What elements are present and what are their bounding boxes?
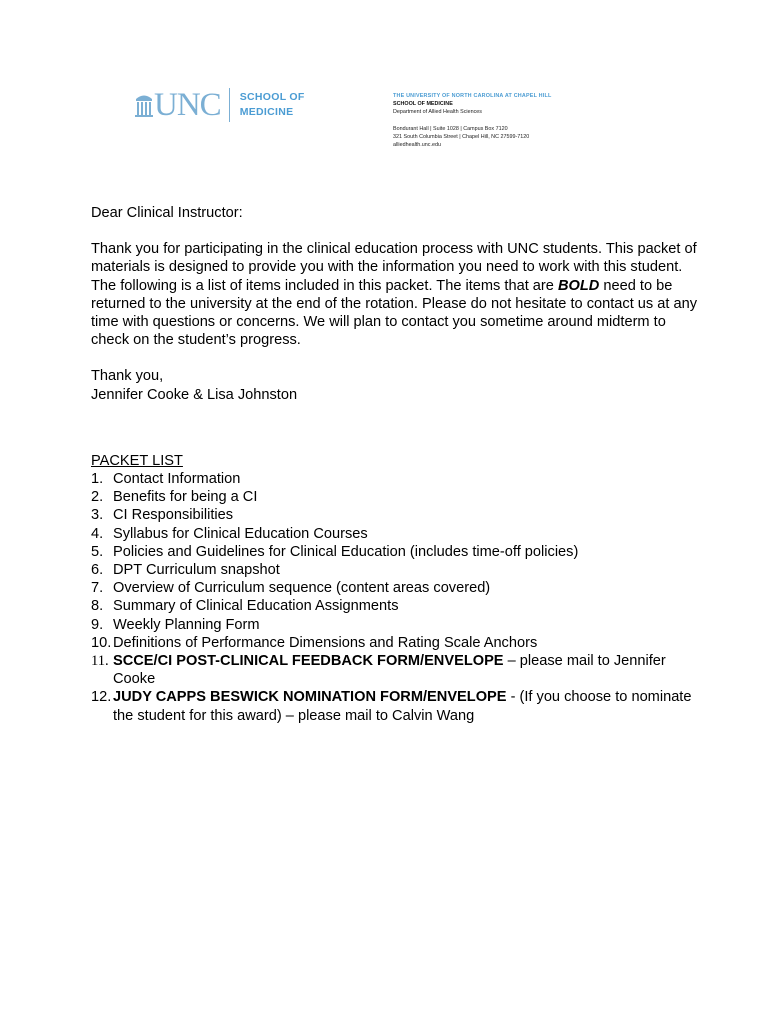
item-text: CI Responsibilities (113, 507, 234, 524)
item-number: 12. (91, 689, 112, 706)
item-number: 11. (91, 653, 109, 670)
email-text: alliedhealth.unc.edu (393, 142, 441, 148)
item-rest-text: – please mail to Jennifer Cooke (113, 653, 666, 688)
item-bold-text: JUDY CAPPS BESWICK NOMINATION FORM/ENVELOPE (113, 689, 507, 706)
item-number: 2. (91, 489, 104, 506)
letterhead (0, 0, 770, 160)
university-name: THE UNIVERSITY OF NORTH CAROLINA AT CHAPEL HILL (393, 93, 552, 99)
logo-school-text (240, 90, 305, 120)
item-number: 1. (91, 471, 104, 488)
logo-school-line1: SCHOOL OF (239, 91, 305, 103)
item-number: 10. (91, 634, 112, 651)
item-text (113, 652, 701, 688)
intro-bold-word: BOLD (557, 277, 600, 294)
item-text (113, 688, 701, 724)
item-text: Syllabus for Clinical Education Courses (113, 525, 368, 542)
item-text: DPT Curriculum snapshot (113, 562, 280, 579)
address-line-2: 321 South Columbia Street | Chapel Hill, NC 27599-7120 (393, 134, 530, 140)
item-text: Weekly Planning Form (113, 616, 260, 633)
item-bold-text: SCCE/CI POST-CLINICAL FEEDBACK FORM/ENVELOPE (113, 653, 504, 670)
list-item (91, 688, 701, 724)
list-item (91, 488, 701, 506)
list-item (91, 579, 701, 597)
unc-som-logo (134, 88, 305, 122)
item-text: Benefits for being a CI (113, 489, 258, 506)
item-number: 8. (91, 598, 104, 615)
item-number: 3. (91, 507, 104, 524)
list-item (91, 506, 701, 524)
logo-word: UNC (154, 87, 221, 123)
school-name: SCHOOL OF MEDICINE (393, 101, 453, 107)
list-item (91, 470, 701, 488)
logo-divider (229, 88, 230, 122)
address-line-1: Bondurant Hall | Suite 1028 | Campus Box 7120 (393, 126, 508, 132)
intro-paragraph (91, 240, 701, 349)
item-text: Summary of Clinical Education Assignments (113, 598, 399, 615)
packet-list (91, 470, 701, 725)
salutation: Dear Clinical Instructor: (91, 205, 243, 221)
logo-school-line2: MEDICINE (239, 106, 294, 118)
item-text: Definitions of Performance Dimensions and Rating Scale Anchors (113, 634, 538, 651)
item-text: Overview of Curriculum sequence (content areas covered) (113, 580, 491, 597)
item-number: 7. (91, 580, 104, 597)
list-item (91, 525, 701, 543)
intro-part-2: need to be returned to the university at the end of the rotation. Please do not hesitate to contact us at any time with questions or concerns. We will plan to contact you sometime around midterm to check on the student’s progress. (91, 277, 698, 349)
list-item (91, 634, 701, 652)
address-block (393, 92, 551, 149)
packet-list-title: PACKET LIST (91, 452, 183, 469)
department-name: Department of Allied Health Sciences (393, 109, 482, 115)
list-item (91, 616, 701, 634)
letter-body (91, 204, 701, 725)
list-item (91, 543, 701, 561)
list-item (91, 652, 701, 688)
list-item (91, 561, 701, 579)
intro-part-1: Thank you for participating in the clinical education process with UNC students. This packet of materials is designed to provide you with the information you need to work with this student. The following is a list of items included in this packet. The items that are (91, 241, 697, 294)
list-item (91, 597, 701, 615)
item-number: 6. (91, 562, 104, 579)
item-number: 9. (91, 616, 104, 633)
closing-block (91, 367, 701, 403)
item-number: 4. (91, 525, 104, 542)
item-rest-text: - (If you choose to nominate the student for this award) – please mail to Calvin Wang (113, 689, 692, 724)
closing: Thank you, (91, 368, 164, 385)
item-text: Contact Information (113, 471, 241, 488)
item-number: 5. (91, 543, 104, 560)
item-text: Policies and Guidelines for Clinical Education (includes time-off policies) (113, 543, 579, 560)
signers: Jennifer Cooke & Lisa Johnston (91, 386, 298, 403)
old-well-icon (134, 91, 154, 119)
